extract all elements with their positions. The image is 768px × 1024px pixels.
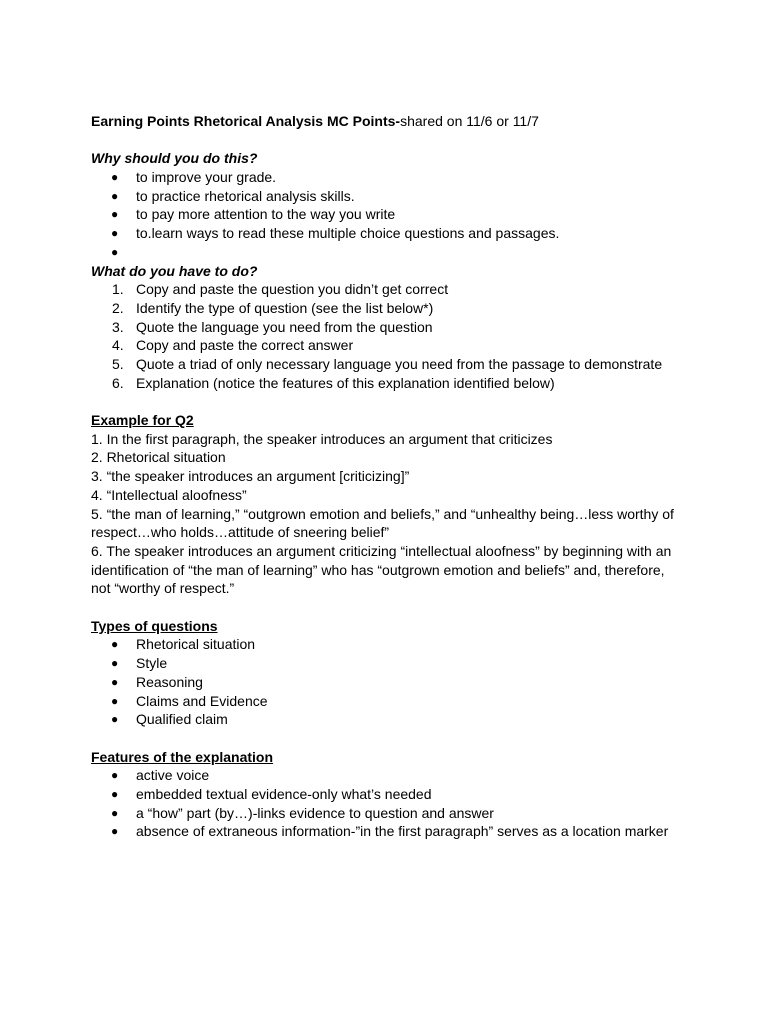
bullet: ● — [111, 824, 119, 839]
bullet: ● — [111, 693, 119, 708]
bullet: ● — [111, 207, 119, 222]
list-item: 5. Quote a triad of only necessary language you need from the passage to demonstrate — [112, 355, 663, 372]
list-item: ● a “how” part (by…)-links evidence to question and answer — [111, 804, 494, 821]
list-item: 4. Copy and paste the correct answer — [112, 337, 354, 354]
list-item: ● embedded textual evidence-only what’s needed — [111, 785, 432, 802]
list-item: ● Reasoning — [111, 673, 203, 690]
document-body — [91, 112, 691, 841]
bullet: ● — [111, 712, 119, 727]
list-item: ● absence of extraneous information-”in the first paragraph” serves as a location marker — [111, 823, 669, 840]
types-heading: Types of questions — [91, 617, 218, 634]
list-item: ● active voice — [111, 767, 210, 784]
bullet: ● — [111, 170, 119, 185]
why-list — [91, 168, 691, 261]
example-line: 4. “Intellectual aloofness” — [91, 486, 247, 503]
features-list — [91, 766, 691, 841]
bullet: ● — [111, 768, 119, 783]
bullet: ● — [111, 637, 119, 652]
list-item-empty — [91, 243, 691, 262]
list-item: ● Rhetorical situation — [111, 636, 256, 653]
example-line: 6. The speaker introduces an argument criticizing “intellectual aloofness” by beginning with an identification of “the man of learning” who has “outgrown emotion and beliefs” and, therefore, not “worthy of respect.” — [91, 542, 672, 597]
list-item: 2. Identify the type of question (see the list below*) — [112, 299, 434, 316]
list-item: ● Style — [111, 655, 168, 672]
bullet: ● — [111, 188, 119, 203]
example-line: 1. In the first paragraph, the speaker introduces an argument that criticizes — [91, 430, 553, 447]
bullet: ● — [111, 805, 119, 820]
what-heading: What do you have to do? — [91, 262, 258, 279]
why-heading: Why should you do this? — [91, 150, 258, 167]
list-item: 1. Copy and paste the question you didn’t get correct — [112, 281, 449, 298]
bullet: ● — [111, 674, 119, 689]
example-line: 3. “the speaker introduces an argument [criticizing]” — [91, 468, 410, 485]
list-item: 3. Quote the language you need from the question — [112, 318, 433, 335]
features-heading: Features of the explanation — [91, 748, 274, 765]
example-line: 2. Rhetorical situation — [91, 449, 226, 466]
title-rest: shared on 11/6 or 11/7 — [400, 113, 539, 129]
list-item: ● Qualified claim — [111, 711, 228, 728]
example-line: 5. “the man of learning,” “outgrown emotion and beliefs,” and “unhealthy being…less worthy of respect…who holds…attitude of sneering belief” — [91, 505, 674, 541]
bullet: ● — [111, 226, 119, 241]
bullet: ● — [111, 244, 119, 259]
list-item: ● to improve your grade. — [111, 169, 277, 186]
what-list — [91, 280, 691, 392]
types-list — [91, 635, 691, 728]
list-item: ● to practice rhetorical analysis skills. — [111, 187, 355, 204]
document-title — [91, 112, 691, 131]
list-item: ● Claims and Evidence — [111, 692, 268, 709]
list-item: 6. Explanation (notice the features of this explanation identified below) — [112, 374, 555, 391]
bullet: ● — [111, 786, 119, 801]
example-heading: Example for Q2 — [91, 412, 194, 429]
title-bold: Earning Points Rhetorical Analysis MC Points- — [91, 113, 401, 129]
list-item: ● to.learn ways to read these multiple choice questions and passages. — [111, 225, 560, 242]
list-item: ● to pay more attention to the way you write — [111, 206, 396, 223]
bullet: ● — [111, 656, 119, 671]
